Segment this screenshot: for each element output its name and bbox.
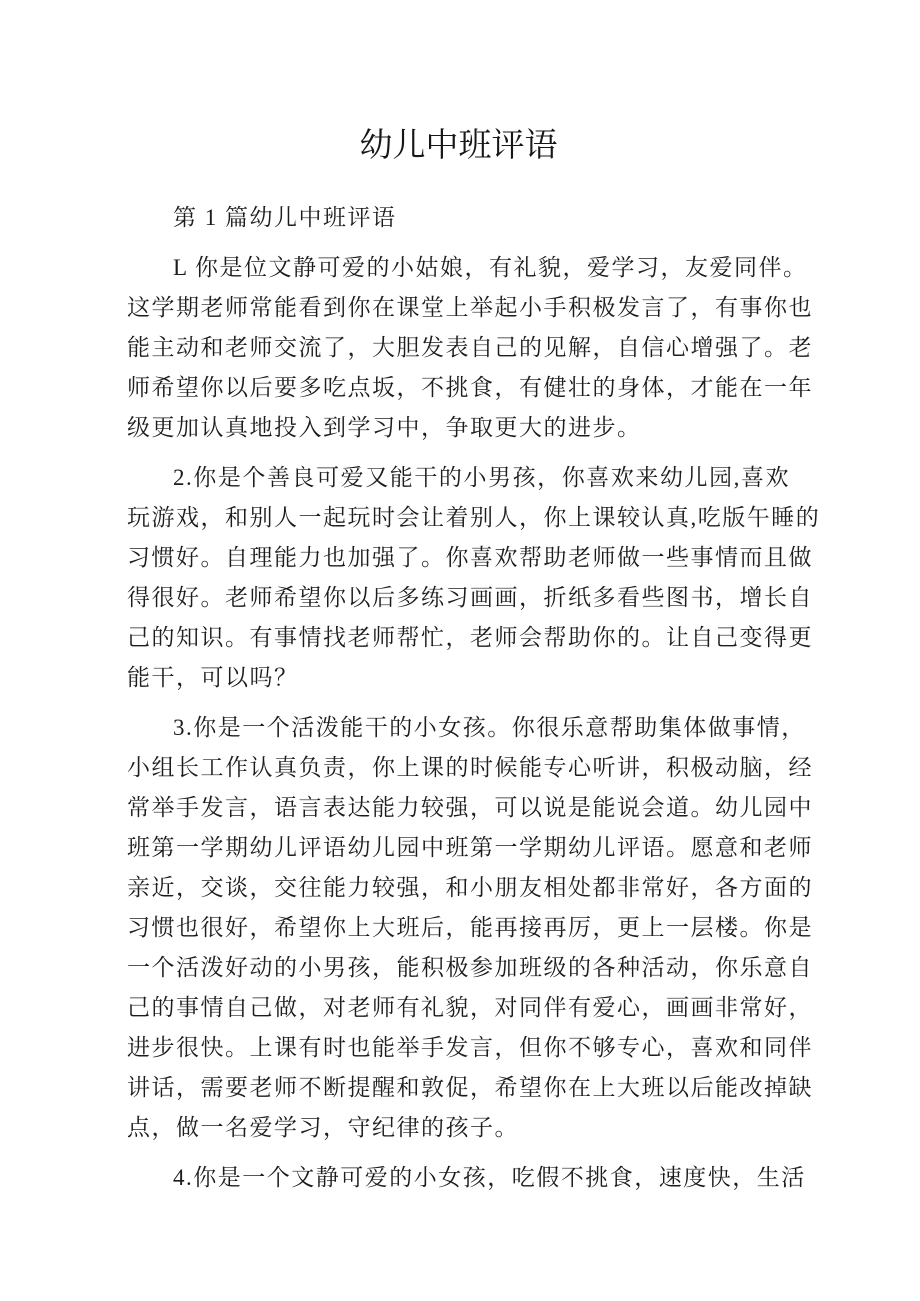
text-line: 师希望你以后要多吃点坂，不挑食，有健壮的身体，才能在一年 [127, 375, 813, 400]
paragraph [127, 248, 813, 448]
text-line: 己的事情自己做，对老师有礼貌，对同伴有爱心，画画非常好， [127, 995, 813, 1020]
text-line: 习惯也很好，希望你上大班后，能再接再厉，更上一层楼。你是 [127, 915, 813, 940]
text-line: 常举手发言，语言表达能力较强，可以说是能说会道。幼儿园中 [127, 795, 813, 820]
section-heading: 第 1 篇幼儿中班评语 [173, 205, 397, 230]
text-line: 这学期老师常能看到你在课堂上举起小手积极发言了，有事你也 [127, 295, 813, 320]
text-line: 能干，可以吗？ [127, 665, 299, 690]
text-line: 亲近，交谈，交往能力较强，和小朋友相处都非常好，各方面的 [127, 875, 813, 900]
page-title: 幼儿中班评语 [359, 128, 558, 164]
text-line: 能主动和老师交流了，大胆发表自己的见解，自信心增强了。老 [127, 335, 813, 360]
text-line: 讲话，需要老师不断提醒和敦促，希望你在上大班以后能改掉缺 [127, 1075, 813, 1100]
text-line: 玩游戏，和别人一起玩时会让着别人，你上课较认真,吃版午睡的 [127, 505, 821, 530]
paragraph [127, 1158, 806, 1198]
document-body [127, 248, 821, 1198]
text-line: 4.你是一个文静可爱的小女孩，吃假不挑食，速度快，生活 [173, 1165, 806, 1190]
text-line: L 你是位文静可爱的小姑娘，有礼貌，爱学习，友爱同伴。 [173, 255, 808, 280]
text-line: 点，做一名爱学习，守纪律的孩子。 [127, 1115, 519, 1140]
text-line: 级更加认真地投入到学习中，争取更大的进步。 [127, 415, 642, 440]
paragraph [127, 708, 813, 1148]
text-line: 进步很快。上课有时也能举手发言，但你不够专心，喜欢和同伴 [127, 1035, 813, 1060]
text-line: 小组长工作认真负责，你上课的时候能专心听讲，积极动脑，经 [127, 755, 813, 780]
text-line: 班第一学期幼儿评语幼儿园中班第一学期幼儿评语。愿意和老师 [127, 835, 813, 860]
text-line: 己的知识。有事情找老师帮忙，老师会帮助你的。让自己变得更 [127, 625, 813, 650]
text-line: 2.你是个善良可爱又能干的小男孩，你喜欢来幼儿园,喜欢 [173, 465, 790, 490]
text-line: 得很好。老师希望你以后多练习画画，折纸多看些图书，增长自 [127, 585, 813, 610]
text-line: 3.你是一个活泼能干的小女孩。你很乐意帮助集体做事情， [173, 715, 806, 740]
text-line: 习惯好。自理能力也加强了。你喜欢帮助老师做一些事情而且做 [127, 545, 813, 570]
paragraph [127, 458, 821, 698]
text-line: 一个活泼好动的小男孩，能积极参加班级的各种活动，你乐意自 [127, 955, 813, 980]
